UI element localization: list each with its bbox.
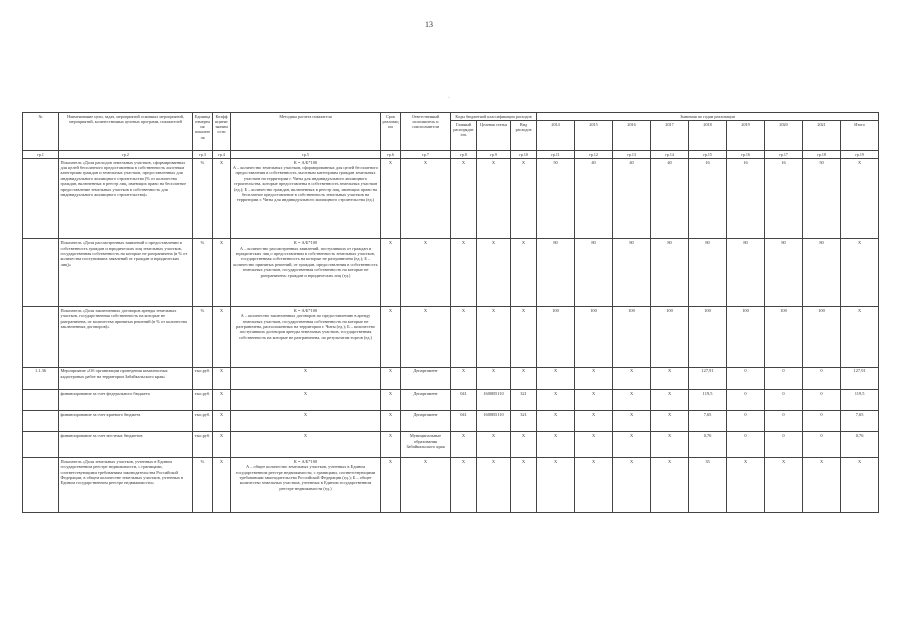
row-gr: X: [451, 432, 477, 458]
row-gr: 041: [451, 390, 477, 411]
row-value: 40: [613, 158, 651, 239]
row-value: 0: [765, 410, 803, 432]
col-number: гр.11: [537, 150, 575, 158]
row-coef: X: [213, 158, 231, 239]
method-formula: К = А/Б*100: [293, 159, 318, 165]
document-table-wrapper: [22, 112, 878, 513]
row-section: 1600R5110: [477, 410, 511, 432]
row-value: X: [651, 457, 689, 512]
row-value: X: [613, 367, 651, 390]
header-row-1: [23, 113, 879, 121]
header-year: 2021: [803, 120, 841, 150]
row-coef: X: [213, 432, 231, 458]
row-num: [23, 457, 59, 512]
col-number: гр.14: [651, 150, 689, 158]
table-row: [23, 432, 879, 458]
dot-mark: ·: [448, 95, 450, 101]
col-number: гр.7: [401, 150, 451, 158]
row-coef: X: [213, 390, 231, 411]
method-text: А – количество заключенных договоров по предоставлению в аренду земельных участков, государственная собственность на которые не разграничена, расположенных на территории г. Читы (ед.); Б – количество поступивших договоров аренды земельных участков, государственная собственность на которые не разграничена, по результатам торгов (ед.): [236, 313, 375, 340]
header-unit: Единица измерения показателя: [193, 113, 213, 151]
row-expense: X: [511, 239, 537, 307]
method-formula: X: [303, 390, 308, 396]
method-text: А – общее количество земельных участков, учтенных в Едином государственном реестре недвижимости, с границами, соответствующими требованиям законодательства Российской Федерации (ед.); Б – общее количество земельных участков, учтенных в Едином государственном реестре недвижимости (ед.): [235, 464, 376, 491]
header-method: Методика расчета показателя: [231, 113, 381, 151]
header-gr: Главный распорядитель: [451, 120, 477, 150]
row-gr: X: [451, 239, 477, 307]
row-value: 100: [727, 306, 765, 367]
row-value: X: [575, 410, 613, 432]
row-value: 80: [537, 239, 575, 307]
row-method: [231, 239, 381, 307]
row-section: X: [477, 306, 511, 367]
method-formula: К = А/Б*100: [293, 240, 318, 246]
method-formula: X: [303, 368, 308, 374]
row-value: 0: [803, 432, 841, 458]
row-value: 16: [689, 158, 727, 239]
row-coef: X: [213, 457, 231, 512]
row-value: X: [613, 410, 651, 432]
page-number: 13: [425, 20, 433, 29]
row-value: 100: [651, 306, 689, 367]
table-row: [23, 410, 879, 432]
row-value: 100: [689, 306, 727, 367]
row-gr: X: [451, 306, 477, 367]
row-gr: X: [451, 367, 477, 390]
row-section: 1600R5110: [477, 390, 511, 411]
row-value: 0: [803, 390, 841, 411]
table-row: [23, 239, 879, 307]
row-value: 127,91: [841, 367, 879, 390]
row-gr: X: [451, 158, 477, 239]
table-row: [23, 367, 879, 390]
row-unit: %: [193, 457, 213, 512]
header-year: 2016: [613, 120, 651, 150]
row-value: X: [537, 457, 575, 512]
header-year: 2014: [537, 120, 575, 150]
row-name: финансирование за счет местных бюджетов: [59, 432, 193, 458]
row-method: [231, 390, 381, 411]
row-name: Показатель «Доля рассмотренных заявлений о предоставлении в собственность граждан и юридических лиц земельных участков, государственная собственность на которые не разграничена (в % от количества поступивших заявлений от граждан и юридических лиц)»: [59, 239, 193, 307]
col-number: гр.18: [803, 150, 841, 158]
header-year: 2020: [765, 120, 803, 150]
row-name: Показатель «Доля заключенных договоров аренды земельных участков, государственная собственность на которые не разграничена, от количества принятых решений (в % от количества заключенных договоров)»: [59, 306, 193, 367]
method-formula: X: [303, 411, 308, 417]
row-value: 80: [727, 239, 765, 307]
row-executor: X: [401, 306, 451, 367]
row-name: Показатель «Доля расходов земельных участков, сформированных для целей бесплатного предоставления в собственность льготным категориям граждан и земельных участков, предоставленных для индивидуального жилищного строительства (% от количества граждан, включенных в реестр лиц, имеющих право на бесплатное предоставление земельных участков в собственность для индивидуального жилищного строительства)»: [59, 158, 193, 239]
row-num: [23, 432, 59, 458]
table-row: [23, 457, 879, 512]
row-name: финансирование за счет федерального бюджета: [59, 390, 193, 411]
row-value: X: [841, 158, 879, 239]
col-number: гр.9: [477, 150, 511, 158]
row-section: X: [477, 432, 511, 458]
header-coef: Коэффициент значимости: [213, 113, 231, 151]
row-value: 119,5: [841, 390, 879, 411]
row-method: [231, 432, 381, 458]
header-executor: Ответственный исполнитель и соисполнители: [401, 113, 451, 151]
row-executor: Департамент: [401, 410, 451, 432]
col-number: гр.16: [727, 150, 765, 158]
col-number: гр.10: [511, 150, 537, 158]
row-value: X: [575, 367, 613, 390]
method-text: А – количество земельных участков, сформированных для целей бесплатного предоставления в собственность льготным категориям граждан земельных участков на территории г. Читы для индивидуального жилищного строительства, которые предоставлены в собственность земельных участков (ед.); Б – количество граждан, включенных в реестр лиц, имеющих право на бесплатное предоставление в собственность земельных участков на территории г. Читы для индивидуального жилищного строительства (ед.): [232, 165, 379, 203]
method-formula: X: [303, 433, 308, 439]
col-number: гр.3: [193, 150, 213, 158]
row-method: [231, 457, 381, 512]
row-executor: X: [401, 457, 451, 512]
row-value: 0: [803, 410, 841, 432]
row-gr: X: [451, 457, 477, 512]
col-number: гр.1: [23, 150, 59, 158]
row-value: 50: [537, 158, 575, 239]
table-row: [23, 306, 879, 367]
row-num: [23, 410, 59, 432]
row-coef: X: [213, 239, 231, 307]
col-number: гр.8: [451, 150, 477, 158]
row-num: 1.1.36: [23, 367, 59, 390]
col-number: гр.15: [689, 150, 727, 158]
row-value: 0: [727, 390, 765, 411]
row-value: 40: [651, 158, 689, 239]
row-section: X: [477, 367, 511, 390]
row-executor: Департамент: [401, 367, 451, 390]
row-num: [23, 158, 59, 239]
row-deadline: X: [381, 239, 401, 307]
row-method: [231, 306, 381, 367]
header-budget-codes: Коды бюджетной классификации расходов: [451, 113, 537, 121]
col-number: гр.13: [613, 150, 651, 158]
row-expense: X: [511, 367, 537, 390]
method-text: А – количество рассмотренных заявлений, поступивших от граждан и юридических лиц о предоставлении в собственность земельных участков, государственная собственность на которые не разграничена (ед.); Б – количество принятых решений, от граждан, предоставления в собственность земельных участков, государственная собственность на которые не разграничена, граждан и юридических лиц (ед.): [233, 245, 378, 278]
row-value: X: [841, 239, 879, 307]
row-value: 7,65: [841, 410, 879, 432]
row-value: 16: [765, 158, 803, 239]
row-value: 100: [613, 306, 651, 367]
row-value: X: [613, 390, 651, 411]
row-value: X: [537, 367, 575, 390]
col-number: гр.12: [575, 150, 613, 158]
header-values: Значения по годам реализации: [537, 113, 879, 121]
row-expense: X: [511, 306, 537, 367]
row-gr: 041: [451, 410, 477, 432]
row-value: 0,76: [841, 432, 879, 458]
row-value: X: [537, 432, 575, 458]
row-expense: 321: [511, 410, 537, 432]
row-value: X: [537, 410, 575, 432]
row-value: X: [575, 432, 613, 458]
header-expense: Вид расходов: [511, 120, 537, 150]
header-year: 2017: [651, 120, 689, 150]
header-year: 2019: [727, 120, 765, 150]
row-num: [23, 390, 59, 411]
table-row: [23, 158, 879, 239]
header-section: Целевая статья: [477, 120, 511, 150]
row-value: X: [651, 432, 689, 458]
header-name: Наименование цели, задач, мероприятий основных мероприятий, мероприятий, количественных целевых программ, показателей: [59, 113, 193, 151]
header-deadline: Срок реализации: [381, 113, 401, 151]
row-name: Мероприятие «Об организации проведения комплексных кадастровых работ на территории Забайкальского края»: [59, 367, 193, 390]
row-value: 0: [727, 410, 765, 432]
header-year-total: Итого: [841, 120, 879, 150]
col-number: гр.2: [59, 150, 193, 158]
row-name: Показатель «Доля земельных участков, учтенных в Едином государственном реестре недвижимости, с границами, соответствующими требованиям законодательства Российской Федерации, в общем количестве земельных участков, учтенных в Едином государственном реестре недвижимости»: [59, 457, 193, 512]
col-number: гр.5: [231, 150, 381, 158]
row-unit: %: [193, 158, 213, 239]
row-name: финансирование за счет краевого бюджета: [59, 410, 193, 432]
row-value: 100: [765, 306, 803, 367]
program-indicators-table: [22, 112, 879, 513]
row-value: 7,65: [689, 410, 727, 432]
row-value: 0: [727, 367, 765, 390]
row-unit: %: [193, 239, 213, 307]
col-number: гр.6: [381, 150, 401, 158]
row-unit: тыс.руб.: [193, 432, 213, 458]
row-coef: X: [213, 367, 231, 390]
row-deadline: X: [381, 306, 401, 367]
row-value: 100: [537, 306, 575, 367]
row-num: [23, 306, 59, 367]
row-method: [231, 367, 381, 390]
row-value: X: [841, 457, 879, 512]
row-value: 119,5: [689, 390, 727, 411]
method-formula: К = А/Б*100: [293, 458, 318, 464]
row-value: X: [803, 457, 841, 512]
row-value: 0: [727, 432, 765, 458]
row-unit: тыс.руб.: [193, 367, 213, 390]
row-expense: X: [511, 158, 537, 239]
method-formula: К = А/Б*100: [293, 307, 318, 313]
row-value: X: [575, 457, 613, 512]
row-value: 100: [803, 306, 841, 367]
row-value: 80: [613, 239, 651, 307]
row-value: X: [613, 457, 651, 512]
row-deadline: X: [381, 367, 401, 390]
row-value: 80: [651, 239, 689, 307]
row-num: [23, 239, 59, 307]
row-section: X: [477, 239, 511, 307]
row-unit: %: [193, 306, 213, 367]
col-number: гр.19: [841, 150, 879, 158]
row-value: 80: [803, 239, 841, 307]
col-number: гр.4: [213, 150, 231, 158]
row-coef: X: [213, 410, 231, 432]
row-value: 80: [765, 239, 803, 307]
row-method: [231, 158, 381, 239]
row-value: X: [537, 390, 575, 411]
row-value: X: [651, 410, 689, 432]
row-section: X: [477, 158, 511, 239]
row-deadline: X: [381, 410, 401, 432]
row-value: 0: [765, 432, 803, 458]
header-num: №: [23, 113, 59, 151]
row-value: X: [841, 306, 879, 367]
row-executor: Департамент: [401, 390, 451, 411]
row-deadline: X: [381, 432, 401, 458]
row-expense: X: [511, 457, 537, 512]
header-year: 2015: [575, 120, 613, 150]
column-numbers-row: [23, 150, 879, 158]
row-value: X: [727, 457, 765, 512]
row-value: 0: [803, 367, 841, 390]
row-value: 0: [765, 390, 803, 411]
row-value: 40: [575, 158, 613, 239]
row-executor: Муниципальные образования Забайкальского края: [401, 432, 451, 458]
row-method: [231, 410, 381, 432]
row-unit: тыс.руб.: [193, 390, 213, 411]
row-value: 0: [765, 367, 803, 390]
row-value: X: [765, 457, 803, 512]
row-value: X: [651, 367, 689, 390]
row-executor: X: [401, 158, 451, 239]
row-value: X: [613, 432, 651, 458]
row-value: 80: [689, 239, 727, 307]
row-deadline: X: [381, 158, 401, 239]
row-value: 100: [575, 306, 613, 367]
row-deadline: X: [381, 457, 401, 512]
row-deadline: X: [381, 390, 401, 411]
table-row: [23, 390, 879, 411]
row-value: 50: [803, 158, 841, 239]
row-section: X: [477, 457, 511, 512]
row-value: 0,76: [689, 432, 727, 458]
row-value: 16: [727, 158, 765, 239]
row-unit: тыс.руб.: [193, 410, 213, 432]
row-expense: X: [511, 432, 537, 458]
header-year: 2018: [689, 120, 727, 150]
row-value: X: [651, 390, 689, 411]
row-coef: X: [213, 306, 231, 367]
row-value: 35: [689, 457, 727, 512]
row-value: X: [575, 390, 613, 411]
row-expense: 321: [511, 390, 537, 411]
col-number: гр.17: [765, 150, 803, 158]
row-executor: X: [401, 239, 451, 307]
row-value: 127,91: [689, 367, 727, 390]
row-value: 80: [575, 239, 613, 307]
